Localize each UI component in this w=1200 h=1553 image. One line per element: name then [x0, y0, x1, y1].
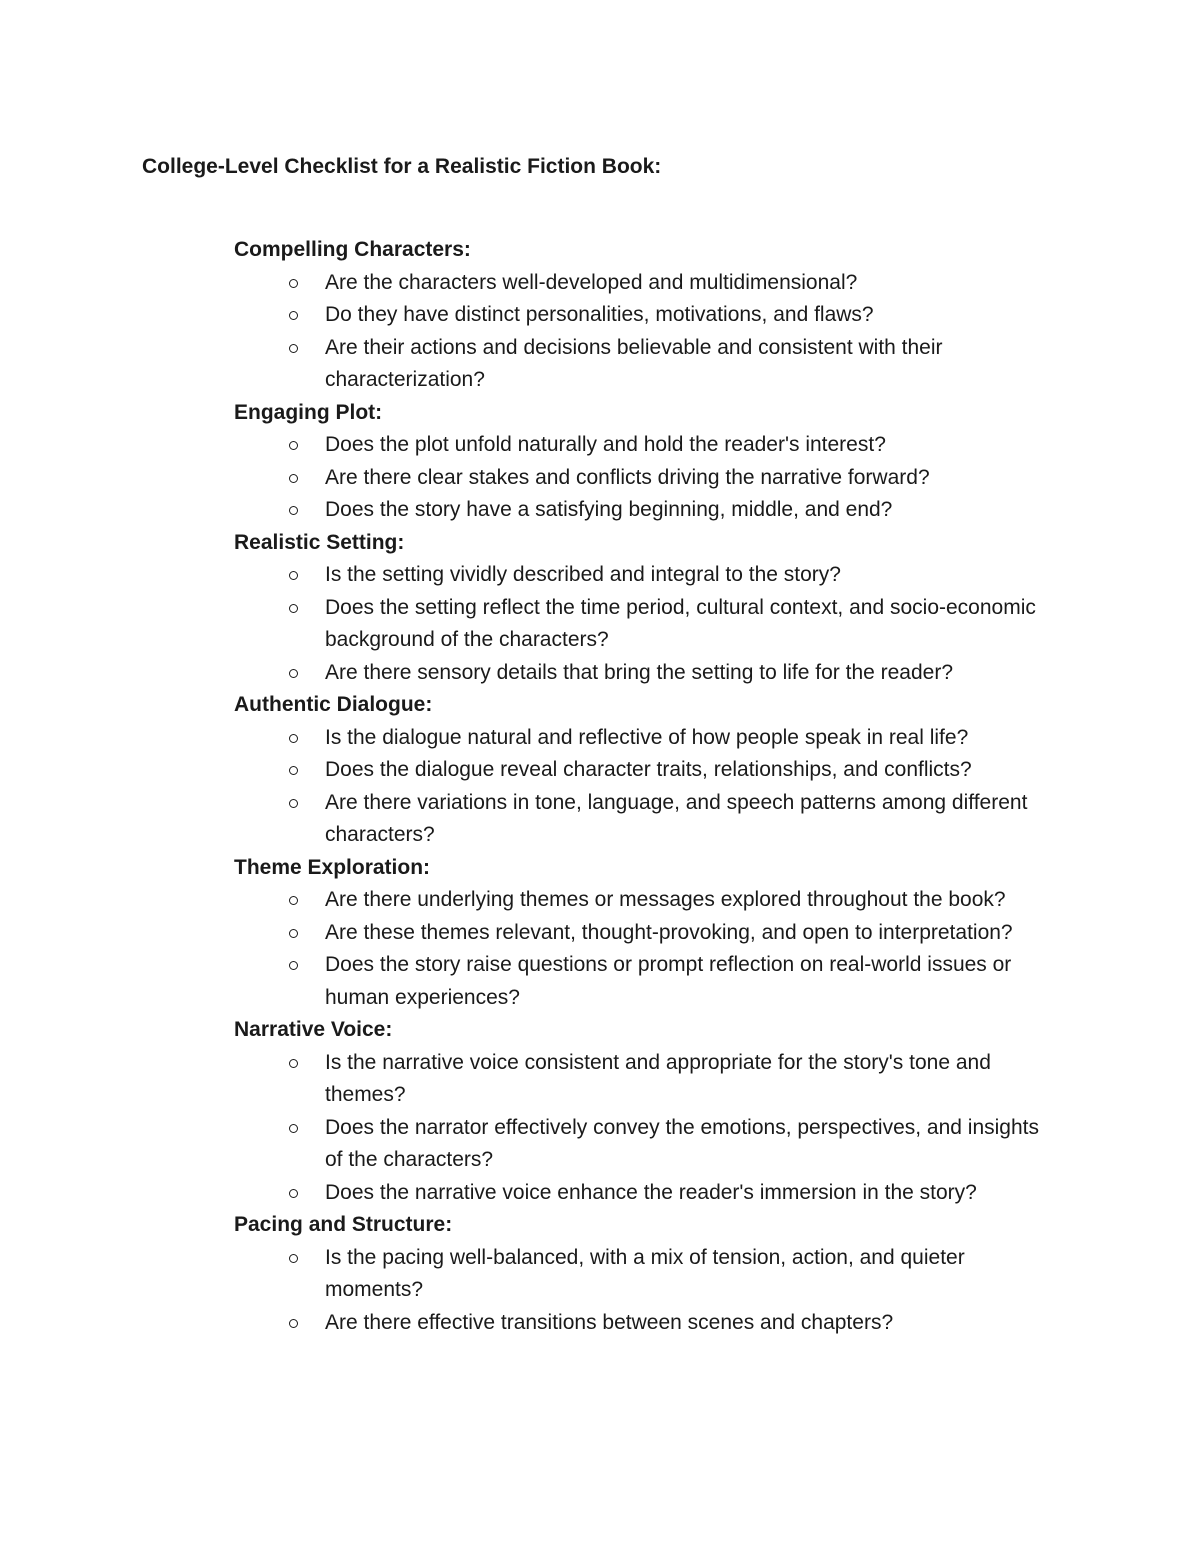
- section-heading: Pacing and Structure:: [234, 1213, 453, 1236]
- checklist-item-text: Is the dialogue natural and reflective of how people speak in real life?: [325, 725, 969, 749]
- checklist-item-text: Is the pacing well-balanced, with a mix of tension, action, and quieter moments?: [325, 1245, 965, 1301]
- section-heading: Realistic Setting:: [234, 530, 405, 554]
- checklist-item: [234, 332, 1060, 397]
- hollow-circle-bullet-icon: [289, 1189, 298, 1198]
- checklist-items: [234, 559, 1094, 689]
- checklist-item-text: Is the narrative voice consistent and appropriate for the story's tone and themes?: [325, 1050, 991, 1106]
- checklist-item: [234, 462, 1060, 495]
- checklist-section: [234, 852, 1094, 1015]
- hollow-circle-bullet-icon: [289, 1059, 298, 1068]
- hollow-circle-bullet-icon: [289, 1124, 298, 1133]
- hollow-circle-bullet-icon: [289, 766, 298, 775]
- checklist-item: [234, 1177, 1060, 1210]
- checklist-section: [234, 397, 1094, 527]
- document-title: College-Level Checklist for a Realistic Fiction Book:: [142, 155, 662, 178]
- checklist-item: [234, 429, 1060, 462]
- checklist-item-text: Does the narrative voice enhance the reader's immersion in the story?: [325, 1180, 977, 1204]
- checklist-item: [234, 1047, 1060, 1112]
- section-heading: Theme Exploration:: [234, 855, 431, 879]
- checklist-items: [234, 1047, 1094, 1210]
- hollow-circle-bullet-icon: [289, 669, 298, 678]
- hollow-circle-bullet-icon: [289, 571, 298, 580]
- hollow-circle-bullet-icon: [289, 604, 298, 613]
- checklist-item: [234, 592, 1060, 657]
- checklist-item-text: Are these themes relevant, thought-provoking, and open to interpretation?: [325, 920, 1013, 944]
- checklist-item: [234, 267, 1060, 300]
- checklist-item: [234, 657, 1060, 690]
- checklist-item-text: Are their actions and decisions believable and consistent with their characterization?: [325, 335, 943, 391]
- checklist-item-text: Are there sensory details that bring the setting to life for the reader?: [325, 660, 954, 684]
- hollow-circle-bullet-icon: [289, 506, 298, 515]
- section-heading: Narrative Voice:: [234, 1018, 393, 1041]
- checklist-item: [234, 1112, 1060, 1177]
- checklist-section: [234, 1014, 1094, 1209]
- checklist-section: [234, 1209, 1094, 1339]
- checklist-item: [234, 299, 1060, 332]
- checklist-section: [234, 234, 1094, 397]
- checklist-section: [234, 689, 1094, 852]
- hollow-circle-bullet-icon: [289, 961, 298, 970]
- hollow-circle-bullet-icon: [289, 929, 298, 938]
- checklist-item-text: Are there variations in tone, language, and speech patterns among different characters?: [325, 790, 1028, 846]
- hollow-circle-bullet-icon: [289, 799, 298, 808]
- checklist-sections: [234, 234, 1094, 1339]
- hollow-circle-bullet-icon: [289, 474, 298, 483]
- hollow-circle-bullet-icon: [289, 734, 298, 743]
- checklist-items: [234, 722, 1094, 852]
- checklist-item-text: Does the dialogue reveal character traits, relationships, and conflicts?: [325, 758, 972, 781]
- checklist-item: [234, 494, 1060, 527]
- checklist-item: [234, 917, 1060, 950]
- checklist-item-text: Is the setting vividly described and integral to the story?: [325, 563, 841, 586]
- hollow-circle-bullet-icon: [289, 441, 298, 450]
- checklist-items: [234, 1242, 1094, 1340]
- checklist-item: [234, 559, 1060, 592]
- checklist-item: [234, 1307, 1060, 1340]
- section-heading: Authentic Dialogue:: [234, 693, 433, 716]
- hollow-circle-bullet-icon: [289, 1319, 298, 1328]
- checklist-item: [234, 787, 1060, 852]
- checklist-item-text: Are there effective transitions between scenes and chapters?: [325, 1310, 894, 1334]
- checklist-item: [234, 949, 1060, 1014]
- hollow-circle-bullet-icon: [289, 344, 298, 353]
- hollow-circle-bullet-icon: [289, 1254, 298, 1263]
- checklist-item-text: Are there clear stakes and conflicts driving the narrative forward?: [325, 465, 930, 489]
- hollow-circle-bullet-icon: [289, 279, 298, 288]
- checklist-item-text: Does the story raise questions or prompt reflection on real-world issues or human experiences?: [325, 953, 1012, 1009]
- hollow-circle-bullet-icon: [289, 311, 298, 320]
- checklist-item-text: Does the narrator effectively convey the emotions, perspectives, and insights of the characters?: [325, 1115, 1039, 1171]
- checklist-section: [234, 527, 1094, 690]
- checklist-items: [234, 267, 1094, 397]
- checklist-item: [234, 1242, 1060, 1307]
- checklist-item: [234, 754, 1060, 787]
- checklist-item-text: Do they have distinct personalities, motivations, and flaws?: [325, 303, 874, 326]
- checklist-items: [234, 429, 1094, 527]
- section-heading: Engaging Plot:: [234, 400, 383, 424]
- checklist-items: [234, 884, 1094, 1014]
- section-heading: Compelling Characters:: [234, 238, 471, 261]
- checklist-item-text: Does the story have a satisfying beginning, middle, and end?: [325, 498, 893, 521]
- checklist-item: [234, 722, 1060, 755]
- checklist-item-text: Does the plot unfold naturally and hold the reader's interest?: [325, 433, 886, 456]
- checklist-item-text: Are the characters well-developed and multidimensional?: [325, 270, 858, 294]
- checklist-item: [234, 884, 1060, 917]
- checklist-item-text: Are there underlying themes or messages explored throughout the book?: [325, 888, 1006, 911]
- hollow-circle-bullet-icon: [289, 896, 298, 905]
- checklist-item-text: Does the setting reflect the time period, cultural context, and socio-economic background of the characters?: [325, 595, 1036, 651]
